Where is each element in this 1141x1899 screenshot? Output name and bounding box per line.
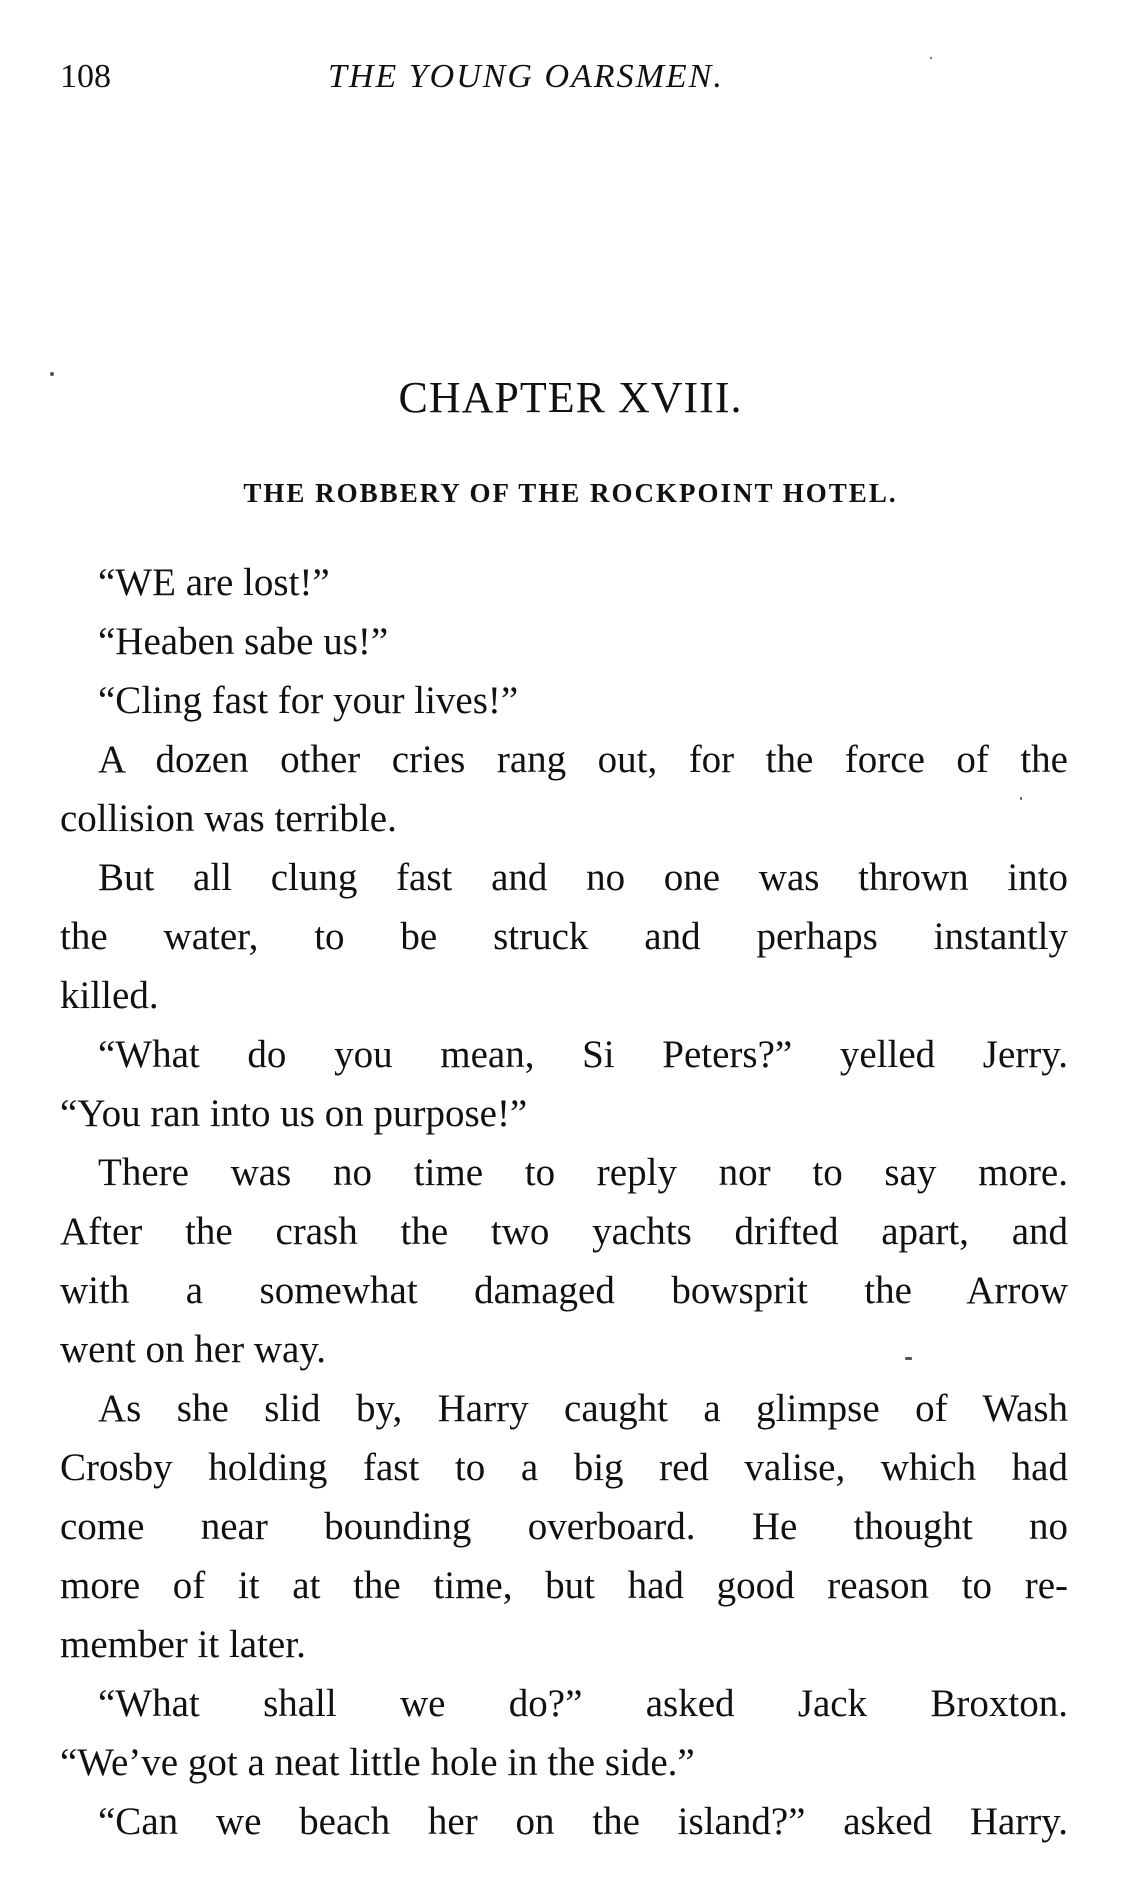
text-line: went on her way. <box>60 1328 327 1371</box>
text-line: “What do you mean, Si Peters?” yelled Jerry. <box>98 1033 1068 1076</box>
chapter-title: CHAPTER XVIII. <box>398 373 743 422</box>
text-line: member it later. <box>60 1623 306 1666</box>
text-line: “You ran into us on purpose!” <box>60 1092 528 1135</box>
text-line: There was no time to reply nor to say more. <box>98 1151 1068 1194</box>
text-line: more of it at the time, but had good reason to re- <box>60 1564 1068 1607</box>
text-line: But all clung fast and no one was thrown into <box>98 856 1068 899</box>
text-line: “Heaben sabe us!” <box>98 620 389 663</box>
text-line: the water, to be struck and perhaps instantly <box>60 915 1068 958</box>
text-line: “We’ve got a neat little hole in the side.” <box>60 1741 695 1784</box>
text-line: collision was terrible. <box>60 797 397 840</box>
text-line: “Can we beach her on the island?” asked Harry. <box>98 1800 1068 1843</box>
text-line: with a somewhat damaged bowsprit the Arrow <box>60 1269 1068 1312</box>
print-speck <box>905 1357 912 1360</box>
page-number: 108 <box>60 58 111 95</box>
text-line: “Cling fast for your lives!” <box>98 679 519 722</box>
print-speck <box>50 372 54 376</box>
text-line: As she slid by, Harry caught a glimpse of Wash <box>98 1387 1068 1430</box>
page-header <box>60 58 1060 108</box>
text-line: “WE are lost!” <box>98 561 330 604</box>
chapter-subtitle: THE ROBBERY OF THE ROCKPOINT HOTEL. <box>243 478 898 508</box>
print-speck <box>1020 797 1022 800</box>
text-line: A dozen other cries rang out, for the force of the <box>98 738 1068 781</box>
text-line: “What shall we do?” asked Jack Broxton. <box>98 1682 1068 1725</box>
running-title: THE YOUNG OARSMEN. <box>328 58 724 95</box>
text-line: Crosby holding fast to a big red valise, which had <box>60 1446 1068 1489</box>
body-text <box>60 553 1068 1851</box>
text-line: killed. <box>60 974 159 1017</box>
text-line: come near bounding overboard. He thought no <box>60 1505 1068 1548</box>
print-speck <box>930 57 932 59</box>
text-line: After the crash the two yachts drifted apart, and <box>60 1210 1068 1253</box>
